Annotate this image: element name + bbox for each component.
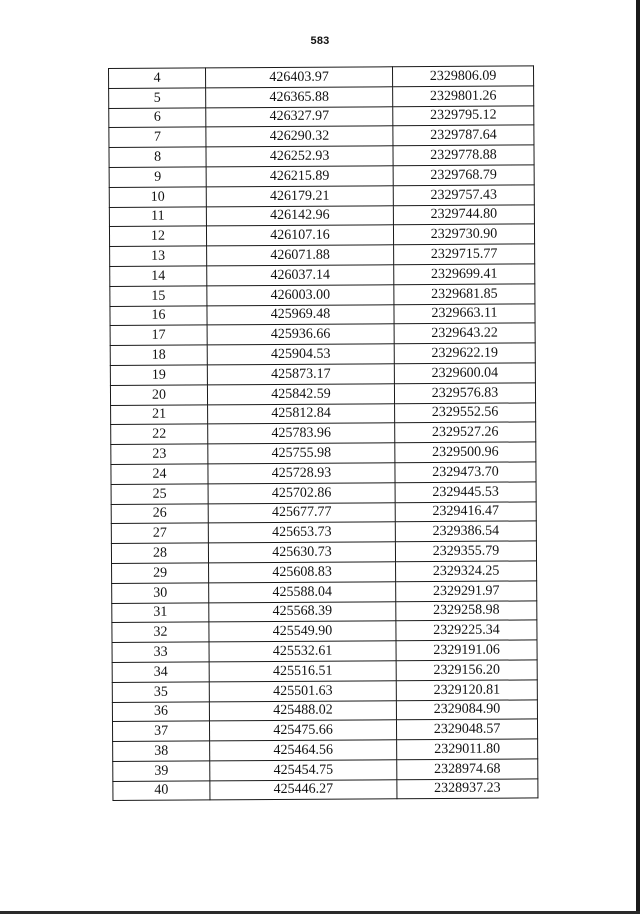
x-coordinate-cell: 426037.14 — [207, 265, 394, 286]
y-coordinate-cell: 2329416.47 — [395, 501, 536, 522]
y-coordinate-cell: 2329500.96 — [395, 442, 536, 463]
table-row — [111, 501, 536, 523]
table-row — [111, 402, 536, 424]
coordinates-table — [108, 65, 538, 801]
table-row — [112, 581, 537, 603]
x-coordinate-cell: 426071.88 — [207, 245, 394, 266]
y-coordinate-cell: 2329527.26 — [395, 422, 536, 443]
y-coordinate-cell: 2329048.57 — [396, 719, 537, 740]
table-row — [109, 204, 534, 226]
table-row — [111, 422, 536, 444]
point-number-cell: 9 — [109, 167, 206, 187]
x-coordinate-cell: 426142.96 — [206, 205, 393, 226]
table-row — [110, 264, 535, 286]
x-coordinate-cell: 425653.73 — [208, 522, 395, 543]
point-number-cell: 35 — [112, 682, 209, 702]
table-row — [113, 759, 538, 781]
y-coordinate-cell: 2329600.04 — [394, 363, 535, 384]
y-coordinate-cell: 2329778.88 — [393, 145, 534, 166]
table-row — [111, 521, 536, 543]
y-coordinate-cell: 2329324.25 — [396, 561, 537, 582]
point-number-cell: 38 — [113, 741, 210, 761]
table-row — [113, 779, 538, 801]
y-coordinate-cell: 2329120.81 — [396, 680, 537, 701]
y-coordinate-cell: 2329622.19 — [394, 343, 535, 364]
x-coordinate-cell: 425454.75 — [210, 760, 397, 781]
point-number-cell: 23 — [111, 444, 208, 464]
table-row — [112, 699, 537, 721]
y-coordinate-cell: 2329225.34 — [396, 620, 537, 641]
x-coordinate-cell: 425702.86 — [208, 482, 395, 503]
point-number-cell: 22 — [111, 424, 208, 444]
x-coordinate-cell: 426003.00 — [207, 285, 394, 306]
point-number-cell: 13 — [110, 246, 207, 266]
table-row — [111, 482, 536, 504]
x-coordinate-cell: 426215.89 — [206, 166, 393, 187]
coordinates-table-body — [109, 66, 538, 801]
table-row — [112, 719, 537, 741]
x-coordinate-cell: 425842.59 — [207, 384, 394, 405]
x-coordinate-cell: 425904.53 — [207, 344, 394, 365]
y-coordinate-cell: 2329768.79 — [393, 165, 534, 186]
x-coordinate-cell: 425501.63 — [209, 680, 396, 701]
table-row — [109, 185, 534, 207]
table-row — [110, 363, 535, 385]
x-coordinate-cell: 425630.73 — [208, 542, 395, 563]
point-number-cell: 24 — [111, 464, 208, 484]
x-coordinate-cell: 425873.17 — [207, 364, 394, 385]
point-number-cell: 32 — [112, 622, 209, 642]
x-coordinate-cell: 425516.51 — [209, 661, 396, 682]
coordinates-table-container — [108, 65, 534, 801]
table-row — [109, 86, 534, 108]
table-row — [113, 739, 538, 761]
y-coordinate-cell: 2329744.80 — [393, 204, 534, 225]
y-coordinate-cell: 2329795.12 — [393, 105, 534, 126]
point-number-cell: 19 — [110, 365, 207, 385]
table-row — [112, 680, 537, 702]
y-coordinate-cell: 2329681.85 — [394, 284, 535, 305]
table-row — [110, 383, 535, 405]
point-number-cell: 12 — [109, 226, 206, 246]
scan-edge-right — [636, 0, 640, 914]
x-coordinate-cell: 426252.93 — [206, 146, 393, 167]
x-coordinate-cell: 426327.97 — [206, 106, 393, 127]
table-row — [112, 660, 537, 682]
point-number-cell: 6 — [109, 107, 206, 127]
x-coordinate-cell: 425588.04 — [209, 581, 396, 602]
page-number: 583 — [310, 35, 330, 47]
x-coordinate-cell: 425568.39 — [209, 601, 396, 622]
point-number-cell: 11 — [109, 206, 206, 226]
y-coordinate-cell: 2329757.43 — [393, 185, 534, 206]
x-coordinate-cell: 425812.84 — [208, 403, 395, 424]
point-number-cell: 8 — [109, 147, 206, 167]
point-number-cell: 4 — [109, 68, 206, 88]
point-number-cell: 10 — [109, 187, 206, 207]
point-number-cell: 15 — [110, 286, 207, 306]
table-row — [111, 462, 536, 484]
table-row — [110, 323, 535, 345]
x-coordinate-cell: 426365.88 — [206, 87, 393, 108]
y-coordinate-cell: 2329011.80 — [397, 739, 538, 760]
point-number-cell: 7 — [109, 127, 206, 147]
y-coordinate-cell: 2329730.90 — [393, 224, 534, 245]
x-coordinate-cell: 425488.02 — [209, 700, 396, 721]
x-coordinate-cell: 425728.93 — [208, 463, 395, 484]
x-coordinate-cell: 425936.66 — [207, 324, 394, 345]
point-number-cell: 27 — [111, 523, 208, 543]
table-row — [112, 561, 537, 583]
table-row — [111, 442, 536, 464]
table-row — [109, 125, 534, 147]
point-number-cell: 29 — [112, 563, 209, 583]
point-number-cell: 34 — [112, 662, 209, 682]
point-number-cell: 5 — [109, 88, 206, 108]
y-coordinate-cell: 2329445.53 — [395, 482, 536, 503]
point-number-cell: 28 — [111, 543, 208, 563]
y-coordinate-cell: 2329473.70 — [395, 462, 536, 483]
y-coordinate-cell: 2329156.20 — [396, 660, 537, 681]
x-coordinate-cell: 425755.98 — [208, 443, 395, 464]
y-coordinate-cell: 2329084.90 — [396, 699, 537, 720]
y-coordinate-cell: 2329787.64 — [393, 125, 534, 146]
point-number-cell: 39 — [113, 761, 210, 781]
x-coordinate-cell: 425475.66 — [209, 720, 396, 741]
x-coordinate-cell: 425464.56 — [210, 740, 397, 761]
y-coordinate-cell: 2329386.54 — [395, 521, 536, 542]
x-coordinate-cell: 425608.83 — [209, 562, 396, 583]
x-coordinate-cell: 425532.61 — [209, 641, 396, 662]
x-coordinate-cell: 426179.21 — [206, 186, 393, 207]
table-row — [110, 303, 535, 325]
table-row — [109, 145, 534, 167]
point-number-cell: 21 — [111, 404, 208, 424]
x-coordinate-cell: 425677.77 — [208, 502, 395, 523]
table-row — [112, 620, 537, 642]
point-number-cell: 18 — [110, 345, 207, 365]
x-coordinate-cell: 426403.97 — [206, 67, 393, 88]
y-coordinate-cell: 2329806.09 — [392, 66, 533, 87]
y-coordinate-cell: 2329715.77 — [394, 244, 535, 265]
point-number-cell: 16 — [110, 305, 207, 325]
point-number-cell: 26 — [111, 503, 208, 523]
point-number-cell: 40 — [113, 781, 210, 801]
table-row — [110, 343, 535, 365]
y-coordinate-cell: 2329576.83 — [394, 383, 535, 404]
y-coordinate-cell: 2328937.23 — [397, 779, 538, 800]
point-number-cell: 31 — [112, 602, 209, 622]
y-coordinate-cell: 2329258.98 — [396, 600, 537, 621]
y-coordinate-cell: 2329191.06 — [396, 640, 537, 661]
y-coordinate-cell: 2329291.97 — [396, 581, 537, 602]
table-row — [109, 165, 534, 187]
point-number-cell: 37 — [112, 721, 209, 741]
x-coordinate-cell: 425549.90 — [209, 621, 396, 642]
x-coordinate-cell: 425969.48 — [207, 304, 394, 325]
table-row — [109, 105, 534, 127]
table-row — [111, 541, 536, 563]
y-coordinate-cell: 2329699.41 — [394, 264, 535, 285]
table-row — [109, 66, 534, 88]
point-number-cell: 20 — [110, 385, 207, 405]
x-coordinate-cell: 425446.27 — [210, 779, 397, 800]
point-number-cell: 33 — [112, 642, 209, 662]
table-row — [112, 600, 537, 622]
y-coordinate-cell: 2329355.79 — [395, 541, 536, 562]
y-coordinate-cell: 2328974.68 — [397, 759, 538, 780]
point-number-cell: 36 — [112, 701, 209, 721]
table-row — [112, 640, 537, 662]
x-coordinate-cell: 426290.32 — [206, 126, 393, 147]
table-row — [110, 284, 535, 306]
x-coordinate-cell: 425783.96 — [208, 423, 395, 444]
point-number-cell: 17 — [110, 325, 207, 345]
table-row — [109, 224, 534, 246]
point-number-cell: 30 — [112, 583, 209, 603]
y-coordinate-cell: 2329663.11 — [394, 303, 535, 324]
y-coordinate-cell: 2329801.26 — [393, 86, 534, 107]
y-coordinate-cell: 2329643.22 — [394, 323, 535, 344]
point-number-cell: 14 — [110, 266, 207, 286]
point-number-cell: 25 — [111, 484, 208, 504]
table-row — [110, 244, 535, 266]
x-coordinate-cell: 426107.16 — [206, 225, 393, 246]
y-coordinate-cell: 2329552.56 — [395, 402, 536, 423]
